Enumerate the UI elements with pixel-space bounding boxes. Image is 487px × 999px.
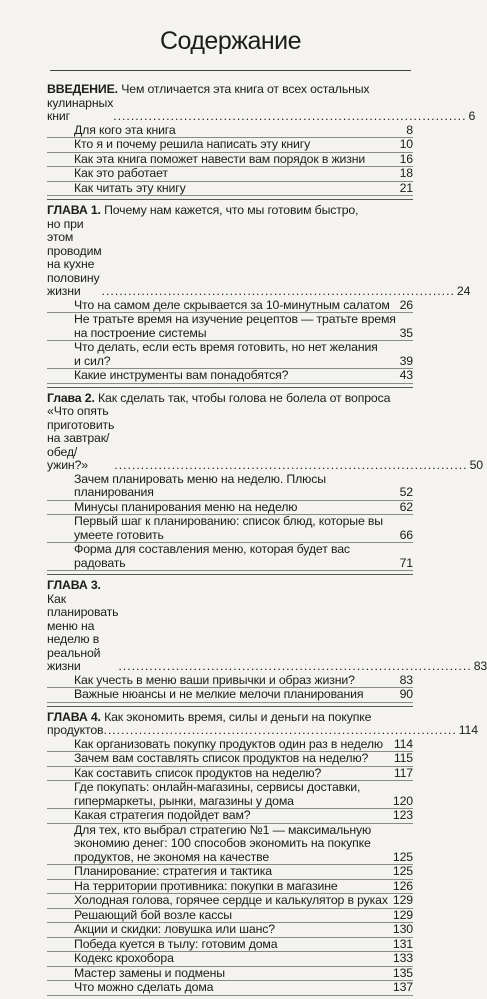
chapter-heading[interactable] — [47, 203, 471, 299]
toc-entry[interactable] — [47, 369, 413, 384]
toc-entry[interactable] — [47, 167, 413, 182]
entry-title-text: Зачем планировать меню на неделю. Плюсы планирования — [74, 471, 326, 499]
chapter-heading[interactable] — [47, 709, 478, 738]
toc-line — [47, 865, 413, 880]
page-number: 71 — [399, 555, 413, 570]
toc-line — [47, 674, 413, 689]
toc-entry[interactable] — [47, 738, 413, 753]
page-number: 133 — [392, 951, 413, 965]
toc-line — [47, 967, 413, 982]
dot-leader: ................................................................................ — [114, 458, 468, 472]
entry-title-text: умеете готовить — [74, 527, 164, 542]
toc-entry[interactable] — [47, 880, 413, 895]
entry-title-text: Как эта книга поможет навести вам порядок в жизни — [74, 151, 366, 166]
page-number: 135 — [392, 965, 413, 980]
toc-entry[interactable] — [47, 909, 413, 924]
entry-title-text: и сил? — [74, 353, 111, 368]
toc-line — [47, 952, 413, 967]
page-number: 125 — [392, 849, 413, 864]
toc-entry[interactable] — [47, 473, 413, 501]
toc-entry[interactable] — [47, 501, 413, 516]
page-number: 62 — [399, 499, 413, 514]
entry-title-text: Первый шаг к планированию: список блюд, которые вы — [74, 514, 383, 528]
entry-title-text: Как планировать меню на неделю в реальной жизни — [47, 591, 119, 673]
toc-entry[interactable] — [47, 767, 413, 782]
entry-title-text: на построение системы — [74, 325, 207, 340]
entry-title-text: Какие инструменты вам понадобятся? — [74, 368, 289, 382]
toc-entry[interactable] — [47, 124, 413, 139]
toc-line — [47, 501, 413, 516]
entry-title-text: Как сделать так, чтобы голова не болела от вопроса — [98, 390, 391, 405]
entry-title-text: Важные нюансы и не мелкие мелочи планирования — [74, 687, 364, 701]
toc-line — [47, 781, 413, 795]
toc-entry[interactable] — [47, 967, 413, 982]
entry-title-text: Как учесть в меню ваши привычки и образ жизни? — [74, 672, 355, 687]
toc-line — [47, 204, 413, 218]
entry-title-text: Как читать эту книгу — [74, 180, 186, 195]
toc-line — [47, 124, 413, 139]
toc-entry[interactable] — [47, 515, 413, 543]
chapter-heading[interactable] — [47, 82, 476, 124]
entry-title-text: Решающий бой возле кассы — [74, 907, 232, 922]
toc-line — [47, 529, 413, 544]
chapter-label: ГЛАВА 1. — [47, 203, 101, 217]
page-number: 8 — [406, 122, 413, 137]
entry-title-text: Форма для составления меню, которая будет вас радовать — [74, 542, 350, 570]
entry-title-text: Минусы планирования меню на неделю — [74, 499, 298, 514]
toc-line — [47, 299, 413, 314]
toc-line — [47, 153, 413, 168]
entry-title-text: Зачем вам составлять список продуктов на неделю? — [74, 751, 369, 765]
toc-entry[interactable] — [47, 138, 413, 153]
page-number: 131 — [392, 936, 413, 951]
entry-title-text: продуктов — [47, 723, 104, 737]
page-number: 83 — [473, 659, 487, 673]
toc-entry[interactable] — [47, 865, 413, 880]
entry-title-text: Победа куется в тылу: готовим дома — [74, 936, 278, 951]
toc-line — [47, 894, 413, 909]
page-number: 26 — [399, 297, 413, 312]
toc-line — [47, 738, 413, 753]
entry-title-text: Где покупать: онлайн-магазины, сервисы доставки, — [74, 780, 361, 794]
toc-line — [47, 473, 413, 501]
entry-title-text: Кто я и почему решила написать эту книгу — [74, 137, 311, 151]
toc-line — [47, 809, 413, 824]
page-number: 129 — [392, 907, 413, 922]
toc-section — [47, 388, 483, 576]
entry-title-text: Как организовать покупку продуктов один раз в неделю — [74, 736, 383, 751]
toc-line — [47, 216, 471, 299]
entry-title-text: Почему нам кажется, что мы готовим быстро, — [104, 203, 359, 217]
page-number: 21 — [399, 180, 413, 195]
page-number: 10 — [399, 137, 413, 151]
toc-line — [47, 880, 413, 895]
page-title: Содержание — [159, 27, 302, 55]
dot-leader: ................................................................................ — [101, 284, 455, 298]
toc-line — [47, 327, 413, 342]
entry-title-text: но при этом проводим на кухне половину жизни — [47, 216, 102, 298]
toc-line — [47, 167, 413, 182]
page-number: 83 — [399, 672, 413, 687]
toc-entry[interactable] — [47, 824, 413, 866]
toc-line — [47, 923, 413, 938]
toc-line — [47, 341, 413, 355]
title-divider — [50, 70, 411, 71]
entry-title-text: Не тратьте время на изучение рецептов — тратьте время — [74, 312, 396, 326]
toc-line — [47, 515, 413, 529]
toc-line — [47, 824, 413, 838]
toc-entry[interactable] — [47, 313, 413, 341]
page-number: 117 — [393, 765, 413, 780]
toc-line — [47, 578, 487, 674]
toc-entry[interactable] — [47, 688, 413, 703]
entry-title-text: Для тех, кто выбрал стратегию №1 — максимальную — [74, 822, 372, 837]
toc-section — [47, 707, 478, 999]
page-number: 123 — [392, 808, 413, 822]
toc-line — [47, 767, 413, 782]
page-number: 126 — [392, 878, 413, 893]
page-number: 120 — [392, 793, 413, 808]
entry-title-text: Планирование: стратегия и тактика — [74, 864, 272, 878]
entry-title-text: Что делать, если есть время готовить, но нет желания — [74, 340, 378, 354]
entry-title-text: Холодная голова, горячее сердце и калькулятор в руках — [74, 893, 388, 907]
entry-title-text: кулинарных книг — [47, 95, 114, 123]
toc-line — [47, 711, 413, 725]
entry-title-text: экономию денег: 100 способов экономить на покупке — [74, 836, 371, 850]
toc-entry[interactable] — [47, 299, 413, 314]
entry-title-text: Что можно сделать дома — [74, 980, 214, 994]
page-number: 16 — [399, 151, 413, 166]
chapter-heading[interactable] — [47, 578, 487, 674]
entry-title-text: гипермаркеты, рынки, магазины у дома — [74, 793, 294, 808]
toc-line — [47, 369, 413, 384]
chapter-label: ГЛАВА 4. — [47, 709, 101, 724]
chapter-label: ВВЕДЕНИЕ. — [47, 82, 118, 96]
toc-entry[interactable] — [47, 674, 413, 689]
toc-line — [47, 543, 413, 571]
toc-entry[interactable] — [47, 182, 413, 197]
toc-section — [47, 79, 476, 200]
toc-entry[interactable] — [47, 952, 413, 967]
page-number: 6 — [468, 109, 476, 123]
toc-line — [47, 392, 413, 406]
page-number: 39 — [399, 353, 413, 368]
dot-leader: ................................................................................ — [103, 723, 457, 737]
toc-line — [47, 938, 413, 953]
page-number: 137 — [392, 980, 413, 994]
dot-leader: ................................................................................ — [118, 659, 472, 673]
toc-entry[interactable] — [47, 981, 413, 996]
page-number: 24 — [456, 284, 471, 298]
page-number: 125 — [392, 864, 413, 878]
toc-entry[interactable] — [47, 894, 413, 909]
toc-section — [47, 200, 471, 388]
toc-line — [47, 851, 413, 866]
page-number: 115 — [393, 751, 413, 765]
page-number: 129 — [392, 893, 413, 907]
dot-leader: ................................................................................ — [113, 109, 467, 123]
page-number: 43 — [399, 368, 413, 382]
toc-line — [47, 837, 413, 851]
toc-entry[interactable] — [47, 809, 413, 824]
chapter-label: ГЛАВА 3. — [47, 578, 101, 592]
toc-line — [47, 688, 413, 703]
toc-line — [47, 752, 413, 767]
page-number: 66 — [399, 527, 413, 542]
page-number: 114 — [393, 736, 413, 751]
toc-entry[interactable] — [47, 341, 413, 369]
page-number: 114 — [458, 723, 478, 737]
toc-line — [47, 404, 483, 473]
entry-title-text: Как экономить время, силы и деньги на покупке — [104, 709, 372, 724]
toc-line — [47, 981, 413, 996]
page-number: 52 — [399, 485, 413, 499]
toc-entry[interactable] — [47, 153, 413, 168]
toc-line — [47, 795, 413, 810]
page-number: 50 — [469, 458, 483, 472]
entry-title-text: Что на самом деле скрывается за 10-минутным салатом — [74, 297, 390, 312]
toc-entry[interactable] — [47, 938, 413, 953]
toc-section — [47, 575, 487, 707]
page-number: 90 — [399, 687, 413, 701]
entry-title-text: Как составить список продуктов на неделю? — [74, 765, 322, 780]
entry-title-text: Для кого эта книга — [74, 122, 176, 137]
page-number: 130 — [392, 922, 413, 936]
toc-entry[interactable] — [47, 543, 413, 571]
toc-line — [47, 95, 476, 124]
entry-title-text: Акции и скидки: ловушка или шанс? — [74, 922, 275, 936]
entry-title-text: Как это работает — [74, 166, 168, 180]
chapter-label: Глава 2. — [47, 390, 95, 405]
entry-title-text: Мастер замены и подмены — [74, 965, 225, 980]
toc-entry[interactable] — [47, 923, 413, 938]
page-number: 35 — [399, 325, 413, 340]
entry-title-text: продуктов, не экономя на качестве — [74, 849, 270, 864]
toc-line — [47, 723, 478, 738]
toc-entry[interactable] — [47, 752, 413, 767]
entry-title-text: «Что опять приготовить на завтрак/обед/ужин?» — [47, 404, 115, 472]
toc-entry[interactable] — [47, 781, 413, 809]
toc-line — [47, 313, 413, 327]
toc-line — [47, 83, 413, 97]
chapter-heading[interactable] — [47, 390, 483, 473]
entry-title-text: Кодекс крохобора — [74, 951, 174, 965]
toc-line — [47, 138, 413, 153]
toc-line — [47, 355, 413, 370]
entry-title-text: Чем отличается эта книга от всех остальных — [121, 82, 370, 96]
toc-line — [47, 182, 413, 197]
table-of-contents — [47, 79, 487, 999]
toc-line — [47, 909, 413, 924]
page-number: 18 — [399, 166, 413, 180]
entry-title-text: Какая стратегия подойдет вам? — [74, 808, 251, 822]
entry-title-text: На территории противника: покупки в магазине — [74, 878, 338, 893]
